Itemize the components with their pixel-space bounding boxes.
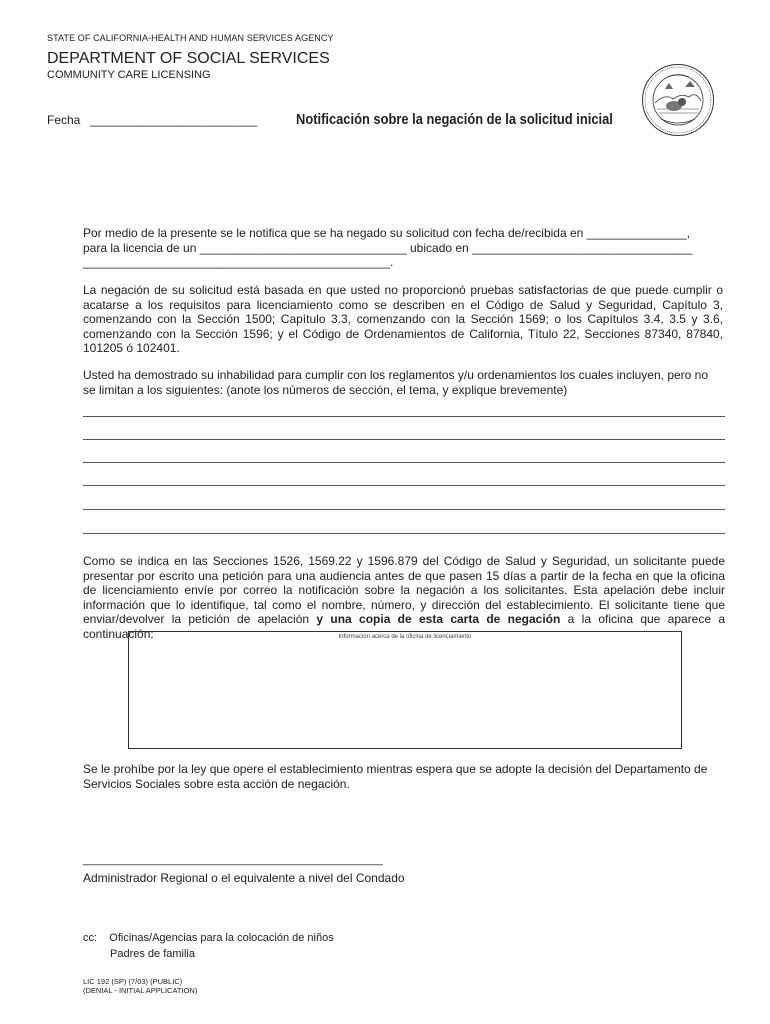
application-date-blank[interactable]: _______________, (586, 226, 691, 240)
paragraph-appeal (83, 554, 725, 642)
location-blank-continued[interactable]: ______________________________________________. (83, 255, 394, 270)
appeal-bold-text: y una copia de esta carta de negación (316, 612, 561, 627)
date-field[interactable] (47, 113, 257, 127)
paragraph-prohibition: Se le prohíbe por la ley que opere el establecimiento mientras espera que se adopte la decisión del Departamento de Servicios Sociales sobre esta acción de negación. (83, 762, 708, 791)
licensing-office-box[interactable] (128, 631, 682, 749)
explanation-line[interactable] (83, 509, 725, 510)
license-type-blank[interactable]: _______________________________ (199, 240, 407, 255)
explanation-line[interactable] (83, 439, 725, 440)
explanation-line[interactable] (83, 485, 725, 486)
notice-title: Notificación sobre la negación de la solicitud inicial (296, 111, 613, 128)
cc-item-parents: Padres de familia (110, 948, 195, 960)
cc-block (83, 932, 334, 944)
agency-name: STATE OF CALIFORNIA-HEALTH AND HUMAN SERVICES AGENCY (47, 33, 334, 43)
date-blank[interactable]: _________________________ (90, 113, 258, 127)
cc-label: cc: (83, 932, 98, 944)
para1-text-c: ubicado en (410, 240, 469, 255)
licensing-office-label: Información acerca de la oficina de licenciamiento (338, 634, 472, 640)
california-state-seal-icon (641, 63, 715, 137)
location-blank[interactable]: _________________________________ (472, 240, 693, 255)
form-number-line1: LIC 192 (SP) (7/03) (PUBLIC) (83, 977, 183, 986)
signature-line[interactable]: _________________________________________________ (83, 854, 383, 866)
paragraph-notice (83, 226, 723, 270)
explanation-line[interactable] (83, 533, 725, 534)
paragraph-basis: La negación de su solicitud está basada en que usted no proporcionó pruebas satisfactorias de que puede cumplir o acatarse a los requisitos para licenciamiento como se describen en el Código de Salud y Seguridad, Capítulo 3, comenzando con la Sección 1500; Capítulo 3.3, comenzando con la Sección 1569; o los Capítulos 3.4, 3.5 y 3.6, comenzando con la Sección 1596; y el Código de Ordenamientos de California, Título 22, Secciones 87340, 87840, 101205 ó 102401. (83, 283, 723, 356)
signature-title: Administrador Regional o el equivalente a nivel del Condado (83, 871, 405, 885)
department-name: DEPARTMENT OF SOCIAL SERVICES (47, 50, 330, 67)
explanation-line[interactable] (83, 416, 725, 417)
paragraph-violations: Usted ha demostrado su inhabilidad para cumplir con los reglamentos y/u ordenamientos los cuales incluyen, pero no se limitan a los siguientes: (anote los números de sección, el tema, y explique brevemente) (83, 368, 709, 397)
division-name: COMMUNITY CARE LICENSING (47, 69, 211, 81)
para1-text-b: para la licencia de un (83, 240, 197, 255)
explanation-line[interactable] (83, 462, 725, 463)
cc-item-placement-agencies: Oficinas/Agencias para la colocación de niños (109, 932, 334, 944)
form-number-line2: (DENIAL - INITIAL APPLICATION) (83, 986, 198, 995)
form-number (83, 977, 197, 995)
appeal-text: Como se indica en las Secciones 1526, 1569.22 y 1596.879 del Código de Salud y Seguridad, un solicitante puede presentar por escrito una petición para una audiencia antes de que pasen 15 días a partir de la fecha en que la oficina de licenciamiento envíe por correo la notificación sobre la negación a los solicitantes. Esta apelación debe incluir información que lo identifique, tal como el nombre, número, y dirección del establecimiento. El solicitante tiene que enviar/devolver la petición de apelación (83, 554, 725, 627)
appeal-tail: a la oficina que aparece a continuación: (83, 612, 726, 641)
para1-text-a: Por medio de la presente se le notifica que se ha negado su solicitud con fecha de/recibida en (83, 226, 584, 240)
date-label: Fecha (47, 113, 81, 127)
